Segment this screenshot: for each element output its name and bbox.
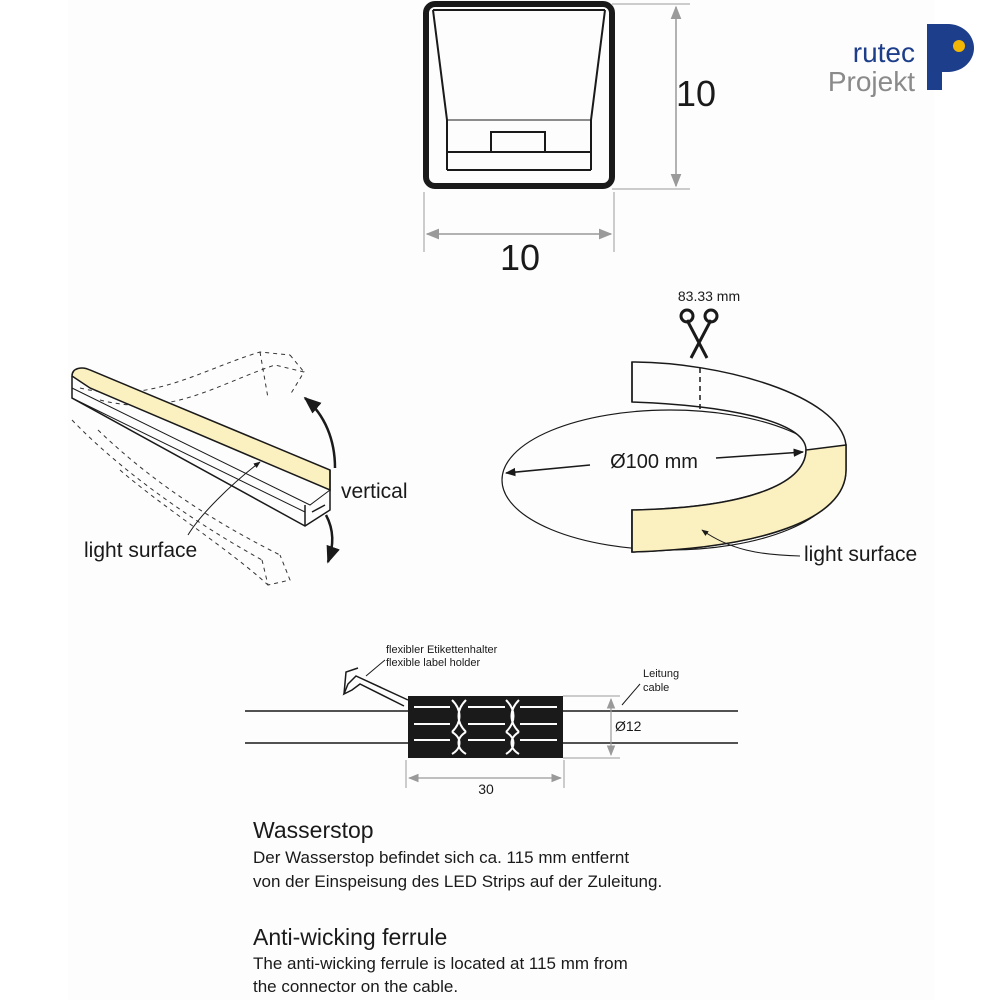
logo-mark <box>927 24 974 90</box>
en-line-2: the connector on the cable. <box>253 977 459 996</box>
scissors-icon <box>681 310 717 358</box>
width-label: 10 <box>499 237 541 278</box>
en-heading: Anti-wicking ferrule <box>253 924 448 950</box>
profile-cross-section <box>426 4 612 186</box>
height-label: 10 <box>676 73 717 114</box>
cable-label-de: Leitung <box>643 668 680 680</box>
logo-line-2: Projekt <box>827 66 915 97</box>
cut-length-label: 83.33 mm <box>677 288 741 304</box>
label-holder-en: flexible label holder <box>386 657 481 669</box>
logo-dot <box>953 40 965 52</box>
light-surface-label-right: light surface <box>804 543 918 566</box>
ferrule-diameter-label: Ø12 <box>615 718 642 734</box>
logo-line-1: rutec <box>852 37 915 68</box>
de-line-1: Der Wasserstop befindet sich ca. 115 mm entfernt <box>253 848 630 867</box>
rutec-logo <box>828 24 974 97</box>
light-surface-label-left: light surface <box>84 539 198 562</box>
label-holder-de: flexibler Etikettenhalter <box>386 644 498 656</box>
ferrule-length-label: 30 <box>478 781 494 797</box>
de-heading: Wasserstop <box>253 817 374 843</box>
de-line-2: von der Einspeisung des LED Strips auf der Zuleitung. <box>253 872 663 891</box>
en-line-1: The anti-wicking ferrule is located at 115 mm from <box>253 954 628 973</box>
cable-label-en: cable <box>643 682 670 694</box>
vertical-label: vertical <box>341 480 408 503</box>
diameter-label: Ø100 mm <box>610 451 698 473</box>
